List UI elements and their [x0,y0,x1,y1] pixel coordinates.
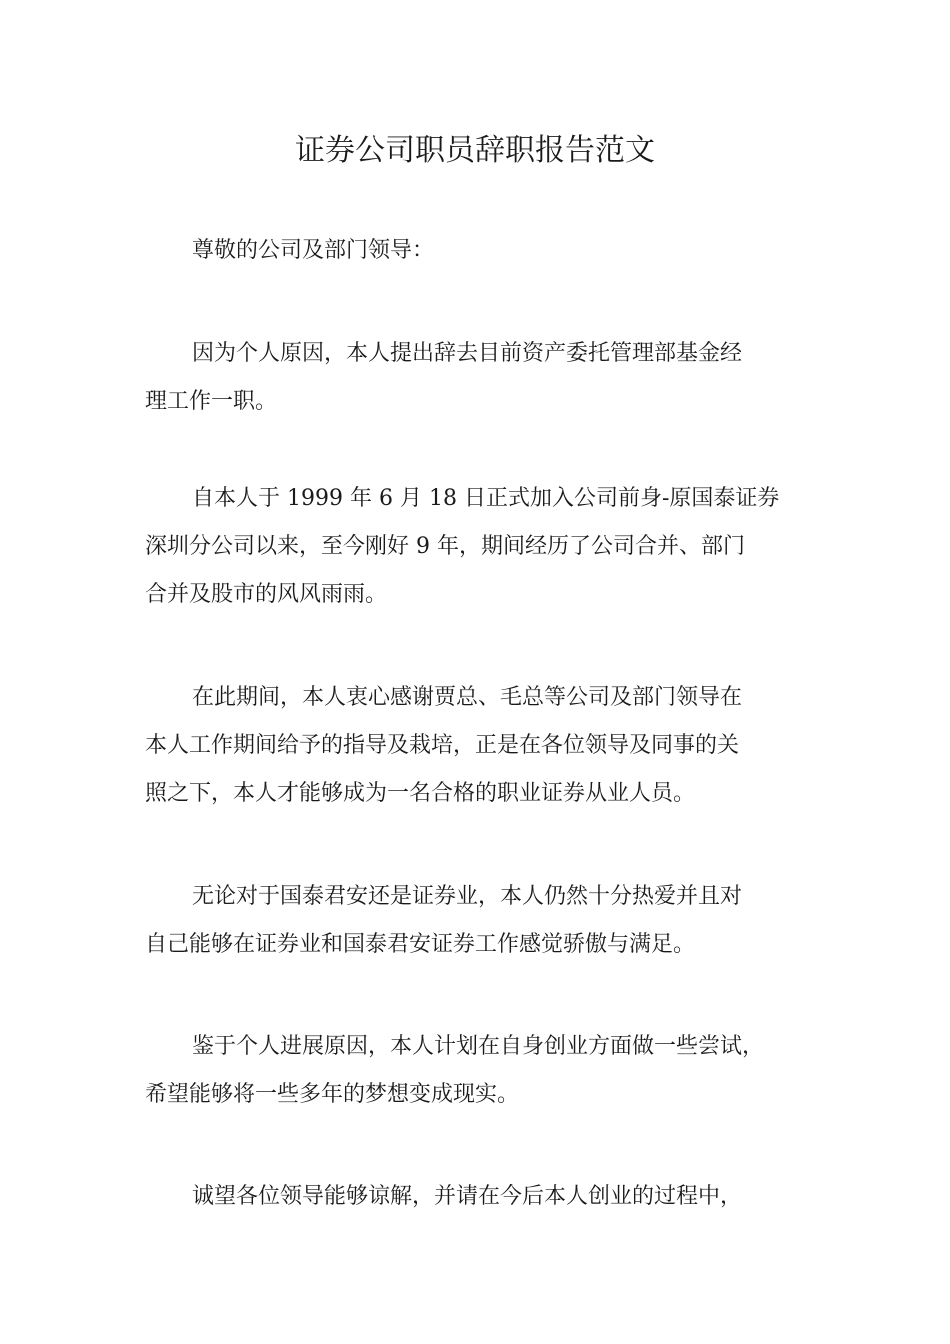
paragraph-2 [145,475,835,619]
paragraph-line: 希望能够将一些多年的梦想变成现实。 [145,1082,520,1107]
document-title: 证券公司职员辞职报告范文 [295,133,655,168]
paragraph-4 [145,873,835,969]
paragraph-line: 尊敬的公司及部门领导： [192,238,435,263]
paragraph-line: 照之下，本人才能够成为一名合格的职业证券从业人员。 [145,781,696,806]
paragraph-line: 合并及股市的风风雨雨。 [145,582,388,607]
paragraph-line: 在此期间，本人衷心感谢贾总、毛总等公司及部门领导在 [192,685,743,710]
paragraph-line: 无论对于国泰君安还是证券业，本人仍然十分热爱并且对 [192,884,743,909]
paragraph-line: 因为个人原因，本人提出辞去目前资产委托管理部基金经 [192,341,743,366]
paragraph-5 [145,1023,835,1119]
paragraph-1 [145,330,835,426]
paragraph-line: 深圳分公司以来，至今刚好 9 年，期间经历了公司合并、部门 [145,534,745,559]
paragraph-line: 鉴于个人进展原因，本人计划在自身创业方面做一些尝试， [192,1034,765,1059]
paragraph-line: 本人工作期间给予的指导及栽培，正是在各位领导及同事的关 [145,733,740,758]
paragraph-line: 诚望各位领导能够谅解，并请在今后本人创业的过程中， [192,1184,743,1209]
paragraph-line: 理工作一职。 [145,389,278,414]
paragraph-3 [145,674,835,818]
paragraph-salutation [145,227,835,275]
paragraph-line: 自己能够在证券业和国泰君安证券工作感觉骄傲与满足。 [145,932,696,957]
paragraph-6 [145,1173,835,1221]
paragraph-line: 自本人于 1999 年 6 月 18 日正式加入公司前身-原国泰证券 [192,486,780,511]
